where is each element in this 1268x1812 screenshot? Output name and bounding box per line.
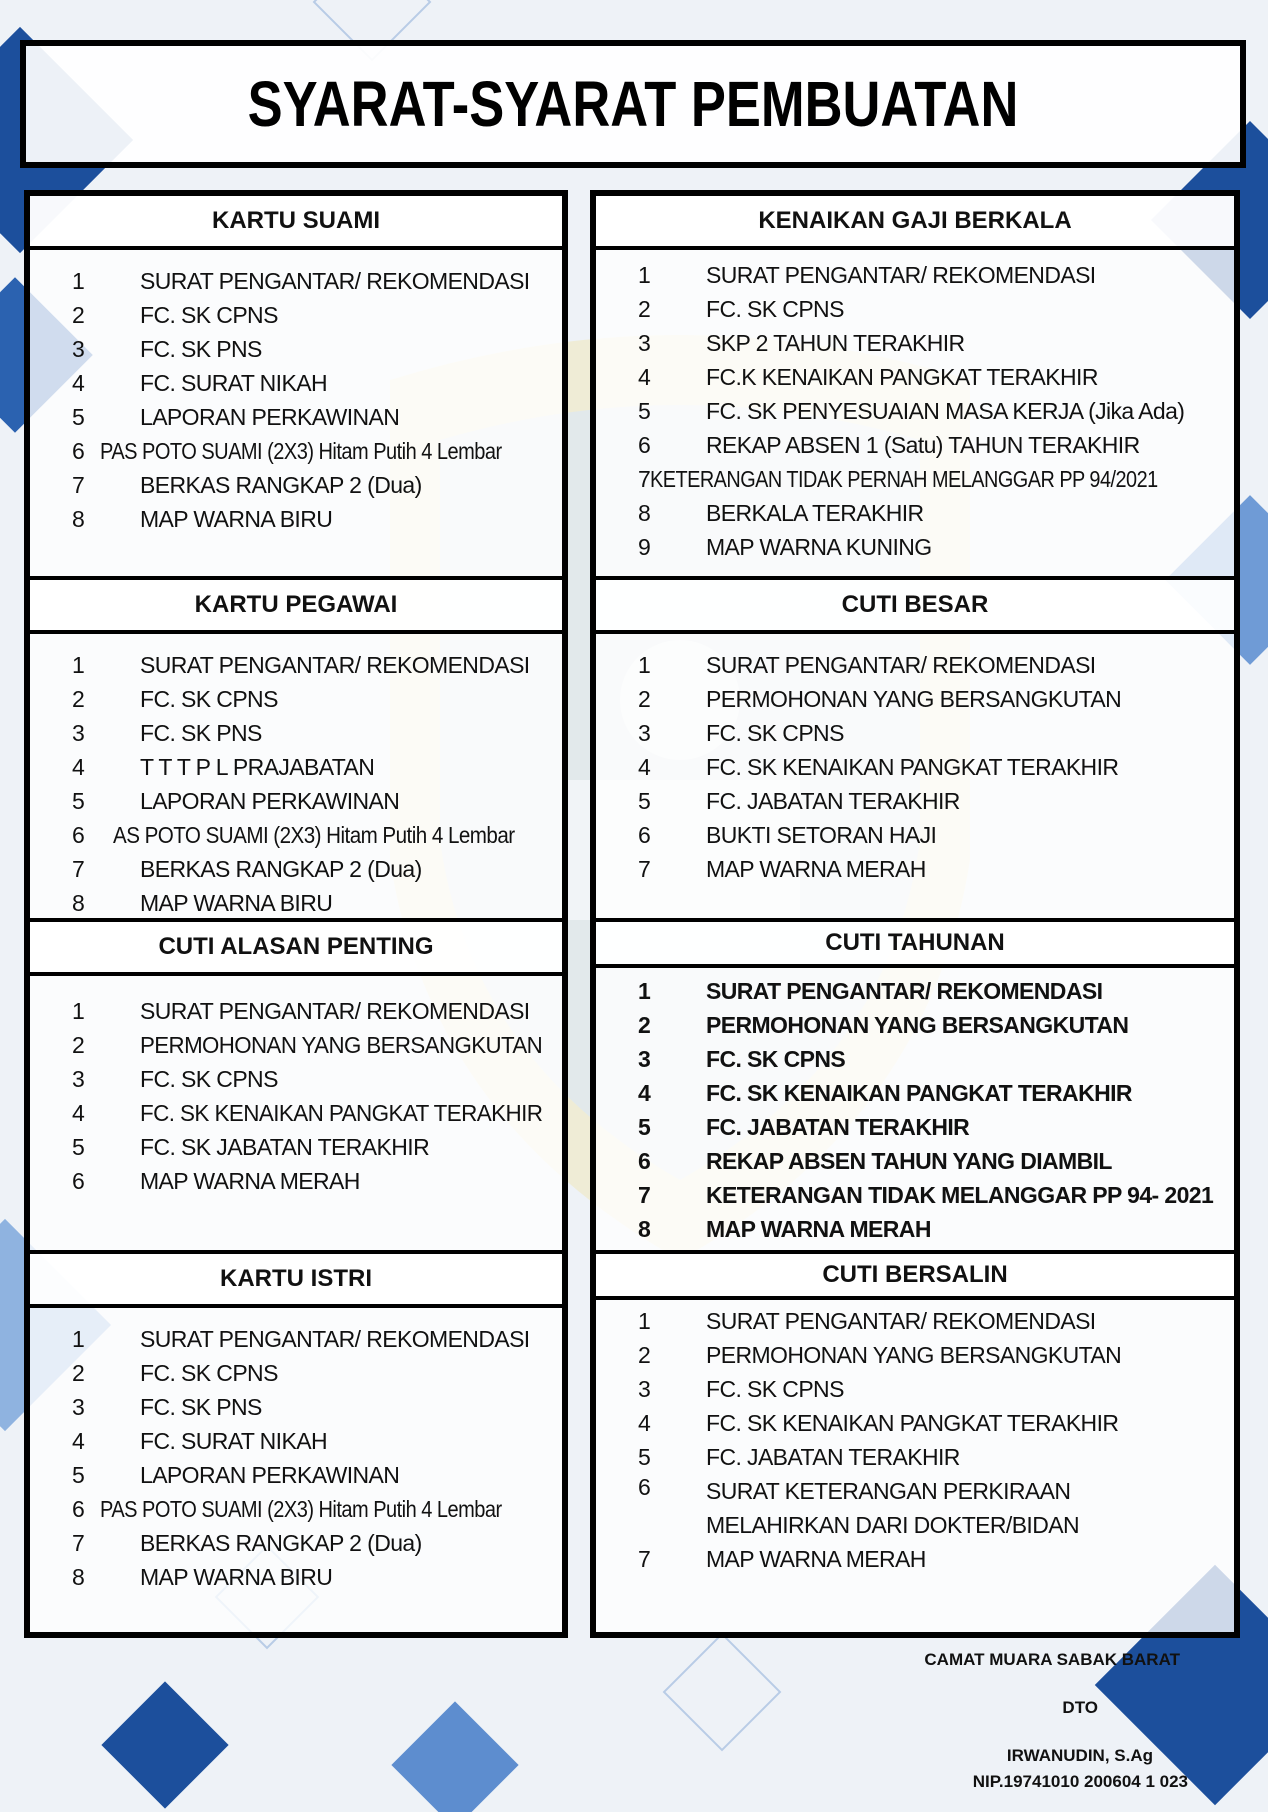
list-item	[30, 1390, 562, 1424]
item-number: 6	[638, 821, 651, 848]
item-text: SURAT PENGANTAR/ REKOMENDASI	[706, 261, 1096, 288]
item-text: FC. SK CPNS	[706, 295, 844, 322]
list-item	[30, 434, 562, 468]
list-item	[596, 1212, 1234, 1246]
item-text: FC. SK PENYESUAIAN MASA KERJA (Jika Ada)	[706, 397, 1185, 424]
list-item	[30, 264, 562, 298]
list-item	[30, 1560, 562, 1594]
item-text: FC. SK PNS	[140, 719, 262, 746]
item-text: REKAP ABSEN TAHUN YANG DIAMBIL	[706, 1147, 1112, 1174]
section-kartu-suami	[30, 196, 562, 578]
section-heading: KARTU ISTRI	[30, 1254, 562, 1308]
list-item	[596, 394, 1234, 428]
section-heading: KARTU PEGAWAI	[30, 580, 562, 634]
list-item	[30, 784, 562, 818]
item-text: MAP WARNA MERAH	[706, 1545, 926, 1572]
item-text: FC. SK CPNS	[706, 1375, 844, 1402]
item-text: FC. SK PNS	[140, 335, 262, 362]
list-item	[30, 818, 562, 852]
item-text: FC. JABATAN TERAKHIR	[706, 1443, 960, 1470]
item-text: MAP WARNA MERAH	[706, 855, 926, 882]
item-number: 1	[638, 1307, 651, 1334]
list-item	[596, 462, 1234, 496]
item-text: FC. SK CPNS	[140, 685, 278, 712]
signature-dto: DTO	[1062, 1698, 1098, 1717]
item-number: 1	[72, 997, 85, 1024]
item-text: SURAT PENGANTAR/ REKOMENDASI	[140, 997, 530, 1024]
section-heading: CUTI ALASAN PENTING	[30, 922, 562, 976]
signature-name: IRWANUDIN, S.Ag	[1006, 1746, 1153, 1765]
item-text: MAP WARNA BIRU	[140, 505, 333, 532]
item-number: 2	[638, 685, 651, 712]
item-text: BERKAS RANGKAP 2 (Dua)	[140, 855, 422, 882]
item-number: 5	[72, 403, 85, 430]
list-item	[596, 1542, 1234, 1576]
list-item	[596, 784, 1234, 818]
item-number: 4	[638, 753, 651, 780]
list-item	[596, 716, 1234, 750]
list-item	[596, 682, 1234, 716]
item-text: SURAT PENGANTAR/ REKOMENDASI	[140, 267, 530, 294]
list-item	[30, 648, 562, 682]
list-item	[596, 292, 1234, 326]
list-item	[30, 1526, 562, 1560]
item-text: SURAT PENGANTAR/ REKOMENDASI	[706, 977, 1103, 1004]
title-box	[20, 40, 1246, 168]
item-text: FC. SK KENAIKAN PANGKAT TERAKHIR	[140, 1099, 543, 1126]
section-heading: CUTI TAHUNAN	[596, 922, 1234, 968]
bg-diamond	[663, 1633, 782, 1752]
section-cuti-besar	[596, 576, 1234, 922]
item-number: 6	[72, 1167, 85, 1194]
list-item	[30, 716, 562, 750]
item-number: 3	[638, 329, 651, 356]
item-text: MAP WARNA KUNING	[706, 533, 932, 560]
left-column	[24, 190, 568, 1638]
item-text: PAS POTO SUAMI (2X3) Hitam Putih 4 Lembar	[100, 437, 503, 464]
list-item	[30, 332, 562, 366]
right-column	[590, 190, 1240, 1638]
list-item	[30, 1096, 562, 1130]
item-text: SKP 2 TAHUN TERAKHIR	[706, 329, 965, 356]
item-text: BUKTI SETORAN HAJI	[706, 821, 937, 848]
item-text: MAP WARNA BIRU	[140, 889, 333, 916]
item-number: 6	[72, 437, 85, 464]
list-item	[596, 258, 1234, 292]
item-list	[30, 976, 562, 1198]
item-number: 1	[638, 651, 651, 678]
item-text: KETERANGAN TIDAK PERNAH MELANGGAR PP 94/2021	[650, 465, 1158, 492]
item-text: FC. SK KENAIKAN PANGKAT TERAKHIR	[706, 1079, 1132, 1106]
item-number: 4	[72, 1099, 85, 1126]
item-text: BERKALA TERAKHIR	[706, 499, 924, 526]
item-number: 3	[72, 1393, 85, 1420]
item-text: KETERANGAN TIDAK MELANGGAR PP 94- 2021	[706, 1181, 1214, 1208]
item-number: 8	[72, 889, 85, 916]
item-number: 4	[72, 1427, 85, 1454]
item-number: 2	[638, 1341, 651, 1368]
item-text: SURAT PENGANTAR/ REKOMENDASI	[140, 1325, 530, 1352]
item-text: REKAP ABSEN 1 (Satu) TAHUN TERAKHIR	[706, 431, 1140, 458]
list-item	[30, 750, 562, 784]
list-item	[596, 1042, 1234, 1076]
item-text: FC. SURAT NIKAH	[140, 369, 327, 396]
item-number: 4	[72, 753, 85, 780]
item-number: 2	[72, 685, 85, 712]
item-number: 6	[638, 431, 651, 458]
list-item	[30, 502, 562, 536]
item-text: PERMOHONAN YANG BERSANGKUTAN	[706, 685, 1122, 712]
list-item	[30, 1062, 562, 1096]
item-text: FC. SK CPNS	[140, 301, 278, 328]
item-text: LAPORAN PERKAWINAN	[140, 403, 400, 430]
item-number: 7	[638, 855, 651, 882]
list-item	[596, 1178, 1234, 1212]
section-kartu-pegawai	[30, 576, 562, 922]
list-item	[30, 886, 562, 920]
item-text: SURAT PENGANTAR/ REKOMENDASI	[706, 651, 1096, 678]
list-item	[596, 1440, 1234, 1474]
section-kartu-istri	[30, 1250, 562, 1636]
list-item	[30, 1028, 562, 1062]
item-number: 3	[72, 1065, 85, 1092]
list-item	[30, 994, 562, 1028]
list-item	[596, 1144, 1234, 1178]
item-number: 3	[638, 1045, 651, 1072]
item-text: AS POTO SUAMI (2X3) Hitam Putih 4 Lembar	[113, 821, 516, 848]
list-item	[30, 1458, 562, 1492]
item-text: FC. JABATAN TERAKHIR	[706, 787, 960, 814]
item-number: 4	[638, 363, 651, 390]
item-text: BERKAS RANGKAP 2 (Dua)	[140, 1529, 422, 1556]
item-number: 2	[72, 1359, 85, 1386]
list-item	[30, 468, 562, 502]
list-item	[596, 750, 1234, 784]
item-text: LAPORAN PERKAWINAN	[140, 787, 400, 814]
item-text: SURAT PENGANTAR/ REKOMENDASI	[140, 651, 530, 678]
section-kenaikan-gaji-berkala	[596, 196, 1234, 578]
item-number: 1	[638, 261, 651, 288]
list-item	[596, 974, 1234, 1008]
item-text: FC. SK CPNS	[706, 719, 844, 746]
item-list	[30, 1308, 562, 1594]
item-number: 6	[638, 1474, 651, 1500]
list-item	[596, 1338, 1234, 1372]
item-number: 4	[638, 1079, 651, 1106]
item-list	[596, 968, 1234, 1246]
item-text: FC. SK CPNS	[140, 1359, 278, 1386]
list-item	[30, 1164, 562, 1198]
item-number: 3	[72, 335, 85, 362]
item-number: 6	[638, 1147, 651, 1174]
list-item	[596, 852, 1234, 886]
item-number: 5	[638, 1113, 651, 1140]
item-number: 5	[72, 787, 85, 814]
bg-diamond	[391, 1701, 518, 1812]
list-item	[30, 1424, 562, 1458]
list-item	[30, 1492, 562, 1526]
list-item	[596, 496, 1234, 530]
item-number: 2	[72, 1031, 85, 1058]
item-text: MAP WARNA MERAH	[140, 1167, 360, 1194]
item-text: PERMOHONAN YANG BERSANGKUTAN	[140, 1031, 543, 1058]
section-heading: CUTI BESAR	[596, 580, 1234, 634]
list-item	[30, 682, 562, 716]
item-number: 5	[638, 1443, 651, 1470]
page-title: SYARAT-SYARAT PEMBUATAN	[247, 68, 1019, 140]
item-text: FC. SK CPNS	[140, 1065, 278, 1092]
item-text: FC. SK KENAIKAN PANGKAT TERAKHIR	[706, 753, 1119, 780]
list-item	[30, 400, 562, 434]
item-text: PERMOHONAN YANG BERSANGKUTAN	[706, 1341, 1122, 1368]
item-text: T T T P L PRAJABATAN	[140, 753, 375, 780]
item-number: 7	[72, 471, 85, 498]
item-number: 1	[72, 651, 85, 678]
item-number: 6	[72, 1495, 85, 1522]
item-number: 7	[72, 1529, 85, 1556]
item-number: 5	[72, 1461, 85, 1488]
signature-office: CAMAT MUARA SABAK BARAT	[924, 1650, 1180, 1669]
item-number: 8	[638, 499, 651, 526]
item-text: PERMOHONAN YANG BERSANGKUTAN	[706, 1011, 1129, 1038]
section-cuti-alasan-penting	[30, 918, 562, 1254]
section-heading: CUTI BERSALIN	[596, 1254, 1234, 1300]
list-item	[596, 1008, 1234, 1042]
item-text: PAS POTO SUAMI (2X3) Hitam Putih 4 Lembar	[100, 1495, 503, 1522]
item-number: 3	[72, 719, 85, 746]
list-item	[30, 366, 562, 400]
item-text: FC. SK PNS	[140, 1393, 262, 1420]
item-text: SURAT PENGANTAR/ REKOMENDASI	[706, 1307, 1096, 1334]
list-item	[30, 1322, 562, 1356]
item-number: 8	[72, 505, 85, 532]
item-list	[596, 250, 1234, 564]
item-number: 2	[638, 295, 651, 322]
item-text: MAP WARNA MERAH	[706, 1215, 931, 1242]
section-heading: KARTU SUAMI	[30, 196, 562, 250]
section-cuti-tahunan	[596, 918, 1234, 1254]
list-item	[596, 648, 1234, 682]
item-number: 7	[638, 1181, 651, 1208]
list-item	[596, 1474, 1234, 1542]
list-item	[30, 852, 562, 886]
list-item	[30, 298, 562, 332]
item-text: FC.K KENAIKAN PANGKAT TERAKHIR	[706, 363, 1098, 390]
list-item	[30, 1130, 562, 1164]
item-number: 2	[638, 1011, 651, 1038]
item-number: 2	[72, 301, 85, 328]
item-list	[596, 634, 1234, 886]
item-text: FC. SURAT NIKAH	[140, 1427, 327, 1454]
item-text: LAPORAN PERKAWINAN	[140, 1461, 400, 1488]
list-item	[596, 530, 1234, 564]
item-number: 5	[72, 1133, 85, 1160]
item-number: 1	[72, 1325, 85, 1352]
item-text: SURAT KETERANGAN PERKIRAAN MELAHIRKAN DARI DOKTER/BIDAN	[706, 1478, 1079, 1538]
item-number: 3	[638, 1375, 651, 1402]
item-number: 7	[72, 855, 85, 882]
bg-diamond	[101, 1681, 228, 1808]
item-number: 3	[638, 719, 651, 746]
list-item	[596, 360, 1234, 394]
list-item	[596, 1304, 1234, 1338]
list-item	[30, 1356, 562, 1390]
item-number: 6	[72, 821, 85, 848]
item-text: FC. SK KENAIKAN PANGKAT TERAKHIR	[706, 1409, 1119, 1436]
item-text: BERKAS RANGKAP 2 (Dua)	[140, 471, 422, 498]
item-number: 8	[72, 1563, 85, 1590]
section-cuti-bersalin	[596, 1250, 1234, 1636]
list-item	[596, 1076, 1234, 1110]
item-number: 9	[638, 533, 651, 560]
item-list	[30, 634, 562, 920]
list-item	[596, 1110, 1234, 1144]
list-item	[596, 818, 1234, 852]
item-number: 7	[638, 465, 651, 492]
item-text: FC. JABATAN TERAKHIR	[706, 1113, 970, 1140]
item-number: 5	[638, 397, 651, 424]
list-item	[596, 428, 1234, 462]
section-heading: KENAIKAN GAJI BERKALA	[596, 196, 1234, 250]
item-list	[596, 1300, 1234, 1576]
list-item	[596, 1406, 1234, 1440]
item-number: 1	[638, 977, 651, 1004]
list-item	[596, 326, 1234, 360]
item-number: 5	[638, 787, 651, 814]
item-text: FC. SK JABATAN TERAKHIR	[140, 1133, 430, 1160]
item-number: 8	[638, 1215, 651, 1242]
item-number: 7	[638, 1545, 651, 1572]
item-text: FC. SK CPNS	[706, 1045, 846, 1072]
signature-nip: NIP.19741010 200604 1 023	[972, 1772, 1188, 1791]
list-item	[596, 1372, 1234, 1406]
item-number: 4	[72, 369, 85, 396]
item-number: 4	[638, 1409, 651, 1436]
item-number: 1	[72, 267, 85, 294]
item-list	[30, 250, 562, 536]
item-text: MAP WARNA BIRU	[140, 1563, 333, 1590]
